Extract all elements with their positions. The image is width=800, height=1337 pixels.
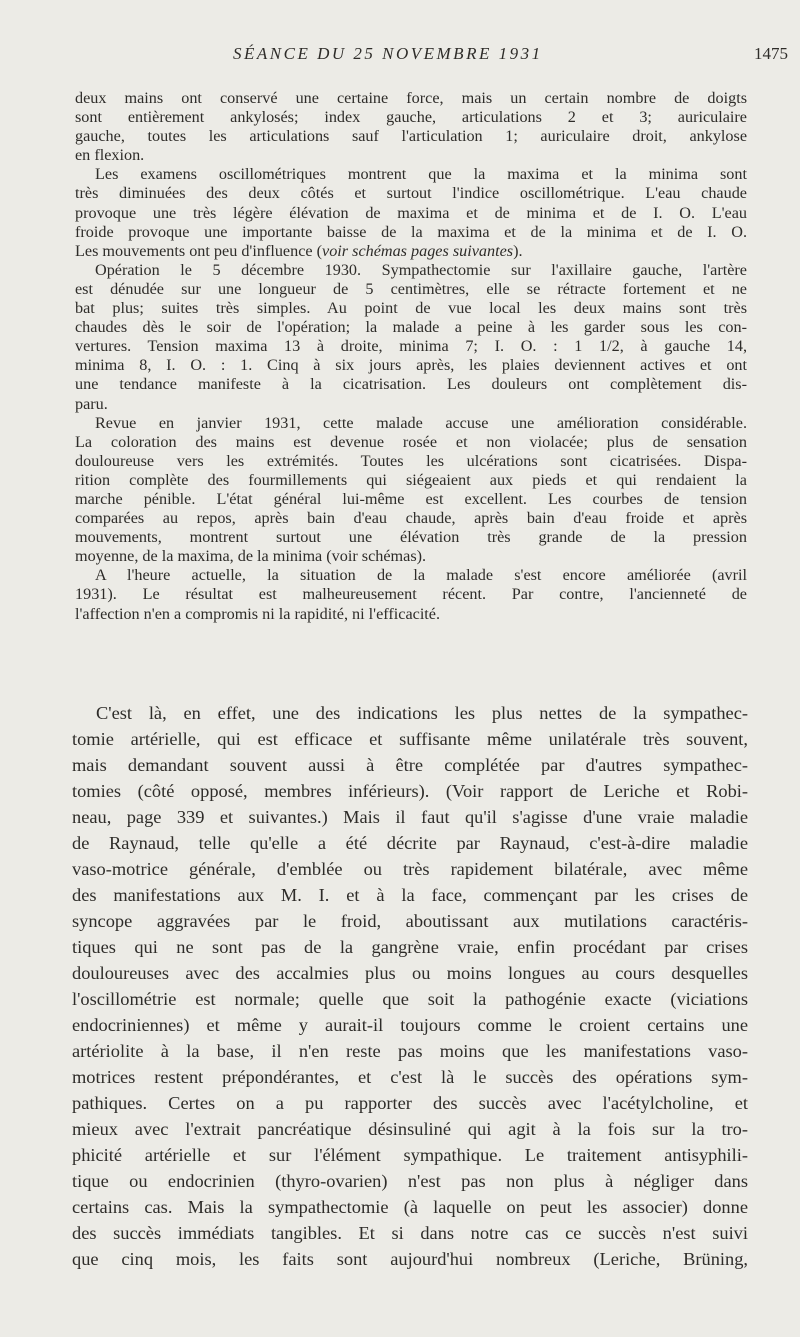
text-line: l'affection n'en a compromis ni la rapidité, ni l'efficacité. [75,604,441,623]
text-line: marche pénible. L'état général lui-même est excellent. Les courbes de tension [75,489,747,508]
running-title: SÉANCE DU 25 NOVEMBRE 1931 [233,44,543,63]
text-line: Les mouvements ont peu d'influence (voir schémas pages suivantes). [75,241,523,260]
text-line: des succès immédiats tangibles. Et si dans notre cas ce succès n'est suivi [72,1223,748,1243]
text-line: tomie artérielle, qui est efficace et suffisante même unilatérale très souvent, [72,729,748,749]
text-line: minima 8, I. O. : 1. Cinq à six jours après, les plaies deviennent actives et ont [75,356,747,375]
page-header [0,44,800,68]
text-line: certains cas. Mais la sympathectomie (à laquelle on peut les associer) donne [72,1197,748,1217]
text-line: vaso-motrice générale, d'emblée ou très rapidement bilatérale, avec même [72,859,748,879]
text-line: l'oscillométrie est normale; quelle que soit la pathogénie exacte (viciations [72,989,748,1009]
text-line: syncope aggravées par le froid, aboutissant aux mutilations caractéris- [72,911,748,931]
text-line: tiques qui ne sont pas de la gangrène vraie, enfin procédant par crises [72,937,748,957]
text-line: chaudes dès le soir de l'opération; la malade a peine à les garder sous les con- [75,318,747,337]
text-line: paru. [75,394,108,413]
page-number: 1475 [754,44,788,63]
text-line: 1931). Le résultat est malheureusement récent. Par contre, l'ancienneté de [75,585,747,604]
text-line: provoque une très légère élévation de maxima et de minima et de I. O. L'eau [75,203,747,222]
text-line: mais demandant souvent aussi à être complétée par d'autres sympathec- [72,755,748,775]
text-line: motrices restent prépondérantes, et c'est là le succès des opérations sym- [72,1067,748,1087]
text-line: Revue en janvier 1931, cette malade accuse une amélioration considérable. [95,413,747,432]
discussion-text [72,700,748,1272]
text-line: en flexion. [75,146,145,165]
text-line: mouvements, montrent surtout une élévation très grande de la pression [75,528,747,547]
text-line: Opération le 5 décembre 1930. Sympathectomie sur l'axillaire gauche, l'artère [95,260,747,279]
text-line: comparées au repos, après bain d'eau chaude, après bain d'eau froide et après [75,509,747,528]
text-line: douloureuse vers les extrémités. Toutes les ulcérations sont cicatrisées. Dispa- [75,451,747,470]
text-line: mieux avec l'extrait pancréatique désinsuliné qui agit à la fois sur la tro- [72,1119,748,1139]
text-line: deux mains ont conservé une certaine force, mais un certain nombre de doigts [75,89,747,107]
text-line: tique ou endocrinien (thyro-ovarien) n'est pas non plus à négliger dans [72,1171,748,1191]
text-line: sont entièrement ankylosés; index gauche, articulations 2 et 3; auriculaire [75,108,747,127]
text-line: de Raynaud, telle qu'elle a été décrite par Raynaud, c'est-à-dire maladie [72,833,748,853]
text-line: très diminuées des deux côtés et surtout l'indice oscillométrique. L'eau chaude [75,184,747,203]
text-line: des manifestations aux M. I. et à la face, commençant par les crises de [72,885,748,905]
text-line: Les examens oscillométriques montrent que la maxima et la minima sont [95,165,747,184]
text-line: est dénudée sur une longueur de 5 centimètres, elle se rétracte fortement et ne [75,279,747,298]
text-line: douloureuses avec des accalmies plus ou moins longues au cours desquelles [72,963,748,983]
text-line: pathiques. Certes on a pu rapporter des succès avec l'acétylcholine, et [72,1093,748,1113]
text-line: froide provoque une importante baisse de la maxima et de la minima et de I. O. [75,222,747,241]
text-line: tomies (côté opposé, membres inférieurs). (Voir rapport de Leriche et Robi- [72,781,748,801]
text-line: rition complète des fourmillements qui siégeaient aux pieds et qui rendaient la [75,470,747,489]
schema-reference: voir schémas pages suivantes [322,241,514,260]
text-line: vertures. Tension maxima 13 à droite, minima 7; I. O. : 1 1/2, à gauche 14, [75,337,747,356]
text-line: phicité artérielle et sur l'élément sympathique. Le traitement antisyphili- [72,1145,748,1165]
text-line: moyenne, de la maxima, de la minima (voir schémas). [75,547,427,566]
case-report-text [75,89,747,624]
text-line: C'est là, en effet, une des indications les plus nettes de la sympathec- [96,703,748,723]
text-line: gauche, toutes les articulations sauf l'articulation 1; auriculaire droit, ankylose [75,127,747,146]
text-line: endocriniennes) et même y aurait-il toujours comme le croient certains une [72,1015,748,1035]
text-line: neau, page 339 et suivantes.) Mais il faut qu'il s'agisse d'une vraie maladie [72,807,748,827]
text-line: une tendance manifeste à la cicatrisation. Les douleurs ont complètement dis- [75,375,747,394]
text-line: artériolite à la base, il n'en reste pas moins que les manifestations vaso- [72,1041,748,1061]
text-line: que cinq mois, les faits sont aujourd'hui nombreux (Leriche, Brüning, [72,1249,748,1269]
text-line: La coloration des mains est devenue rosée et non violacée; plus de sensation [75,432,747,451]
text-line: bat plus; suites très simples. Au point de vue local les deux mains sont très [75,299,747,318]
text-line: A l'heure actuelle, la situation de la malade s'est encore améliorée (avril [95,566,747,585]
